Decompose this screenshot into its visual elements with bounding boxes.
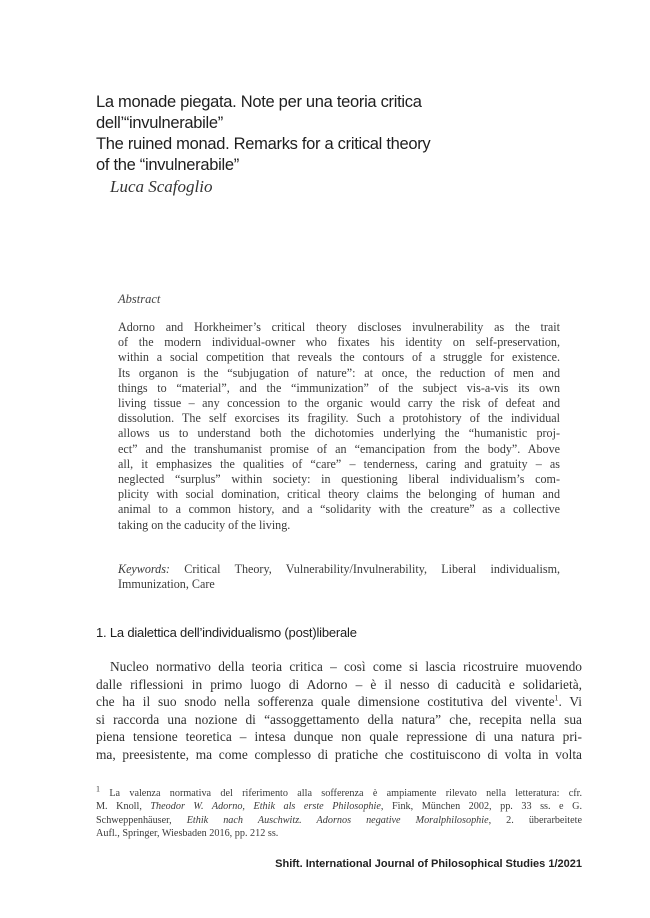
journal-footer: Shift. International Journal of Philosophical Studies 1/2021 bbox=[275, 858, 582, 870]
title-italian-line-2: dell’“invulnerabile” bbox=[96, 114, 223, 132]
body-line: piena tensione teoretica – intesa dunque non quale repressione di una natura pri- bbox=[96, 729, 582, 745]
abstract-line: Its organon is the “subjugation of nature”: at once, the reduction of men and bbox=[118, 365, 560, 380]
footnote-text: M. Knoll, bbox=[96, 801, 151, 813]
abstract-line: neglected “surplus” within society: in questioning liberal individualism’s com- bbox=[118, 472, 560, 487]
body-line: ma, preesistente, ma come complesso di pratiche che costituiscono di volta in volta bbox=[96, 746, 582, 762]
abstract-line: ect” and the transhumanist promise of an “emancipation from the body”. Above bbox=[118, 441, 560, 456]
abstract-heading: Abstract bbox=[118, 292, 161, 306]
abstract-line: dissolution. The self exorcises its fragility. Such a protohistory of the individual bbox=[118, 411, 560, 426]
abstract-line: taking on the caducity of the living. bbox=[118, 517, 291, 532]
footnote-line bbox=[96, 800, 582, 813]
title-italian-line-1: La monade piegata. Note per una teoria critica bbox=[96, 93, 422, 111]
author-name: Luca Scafoglio bbox=[110, 177, 213, 196]
body-line: Nucleo normativo della teoria critica – così come si lascia ricostruire muovendo bbox=[110, 659, 582, 674]
body-line: dalle riflessioni in primo luogo di Adorno – è il nesso di caducità e solidarietà, bbox=[96, 676, 582, 692]
abstract-line: allows us to understand both the dichotomies underlying the “humanistic proj- bbox=[118, 426, 560, 441]
abstract-line: animal to a common history, and a “solidarity with the creature” as a collective bbox=[118, 502, 560, 517]
title-english-line-1: The ruined monad. Remarks for a critical theory bbox=[96, 135, 431, 153]
abstract-line: all, it emphasizes the qualities of “care” – tenderness, caring and gratuity – as bbox=[118, 456, 560, 471]
footnote-line: Aufl., Springer, Wiesbaden 2016, pp. 212 ss. bbox=[96, 828, 279, 840]
footnote-text: , Fink, München 2002, pp. 33 ss. e G. bbox=[380, 801, 582, 813]
abstract-line: Adorno and Horkheimer’s critical theory discloses invulnerability as the trait bbox=[118, 320, 560, 334]
body-line: si raccorda una nozione di “assoggettamento della natura” che, recepita nella sua bbox=[96, 711, 582, 727]
section-heading: 1. La dialettica dell’individualismo (post)liberale bbox=[96, 625, 357, 640]
keywords-label: Keywords: bbox=[118, 562, 170, 576]
abstract-line: things to “material”, and the “immunization” of the subject vis-a-vis its own bbox=[118, 380, 560, 395]
footnote-reference[interactable]: 1 bbox=[554, 693, 559, 703]
footnote-book-title: Theodor W. Adorno, Ethik als erste Philosophie bbox=[150, 801, 381, 813]
keywords-list-line-1: Critical Theory, Vulnerability/Invulnerability, Liberal individualism, bbox=[184, 562, 560, 576]
article-title-block bbox=[96, 92, 536, 197]
body-line bbox=[96, 693, 582, 711]
keywords-list-line-2: Immunization, Care bbox=[118, 577, 215, 592]
keywords bbox=[118, 562, 560, 592]
footnote-line bbox=[96, 814, 582, 827]
abstract-line: living tissue – any concession to the organic would carry the risk of defeat and bbox=[118, 396, 560, 411]
footnote-text: Schweppenhäuser, bbox=[96, 814, 187, 826]
footnote-text: La valenza normativa del riferimento alla sofferenza è ampiamente rilevato nella letteratura: cfr. bbox=[109, 788, 583, 799]
title-english-line-2: of the “invulnerabile” bbox=[96, 156, 239, 174]
footnote bbox=[96, 784, 583, 841]
abstract-line: plicity with social domination, critical theory claims the belonging of human and bbox=[118, 487, 560, 502]
abstract-body bbox=[118, 320, 560, 533]
abstract-line: within a social competition that reveals the contours of a struggle for existence. bbox=[118, 350, 560, 365]
body-line-text: . Vi bbox=[558, 694, 582, 710]
footnote-line bbox=[96, 784, 583, 800]
body-paragraph bbox=[96, 658, 582, 764]
abstract-line: of the modern individual-owner who fixates his identity on self-preservation, bbox=[118, 335, 560, 350]
body-line-text: che ha il suo snodo nella sofferenza quale dimensione costitutiva del vivente bbox=[96, 694, 555, 710]
footnote-text: , 2. überarbeitete bbox=[488, 814, 582, 826]
footnote-book-title: Ethik nach Auschwitz. Adornos negative Moralphilosophie bbox=[186, 814, 489, 826]
footnote-marker: 1 bbox=[96, 784, 100, 794]
